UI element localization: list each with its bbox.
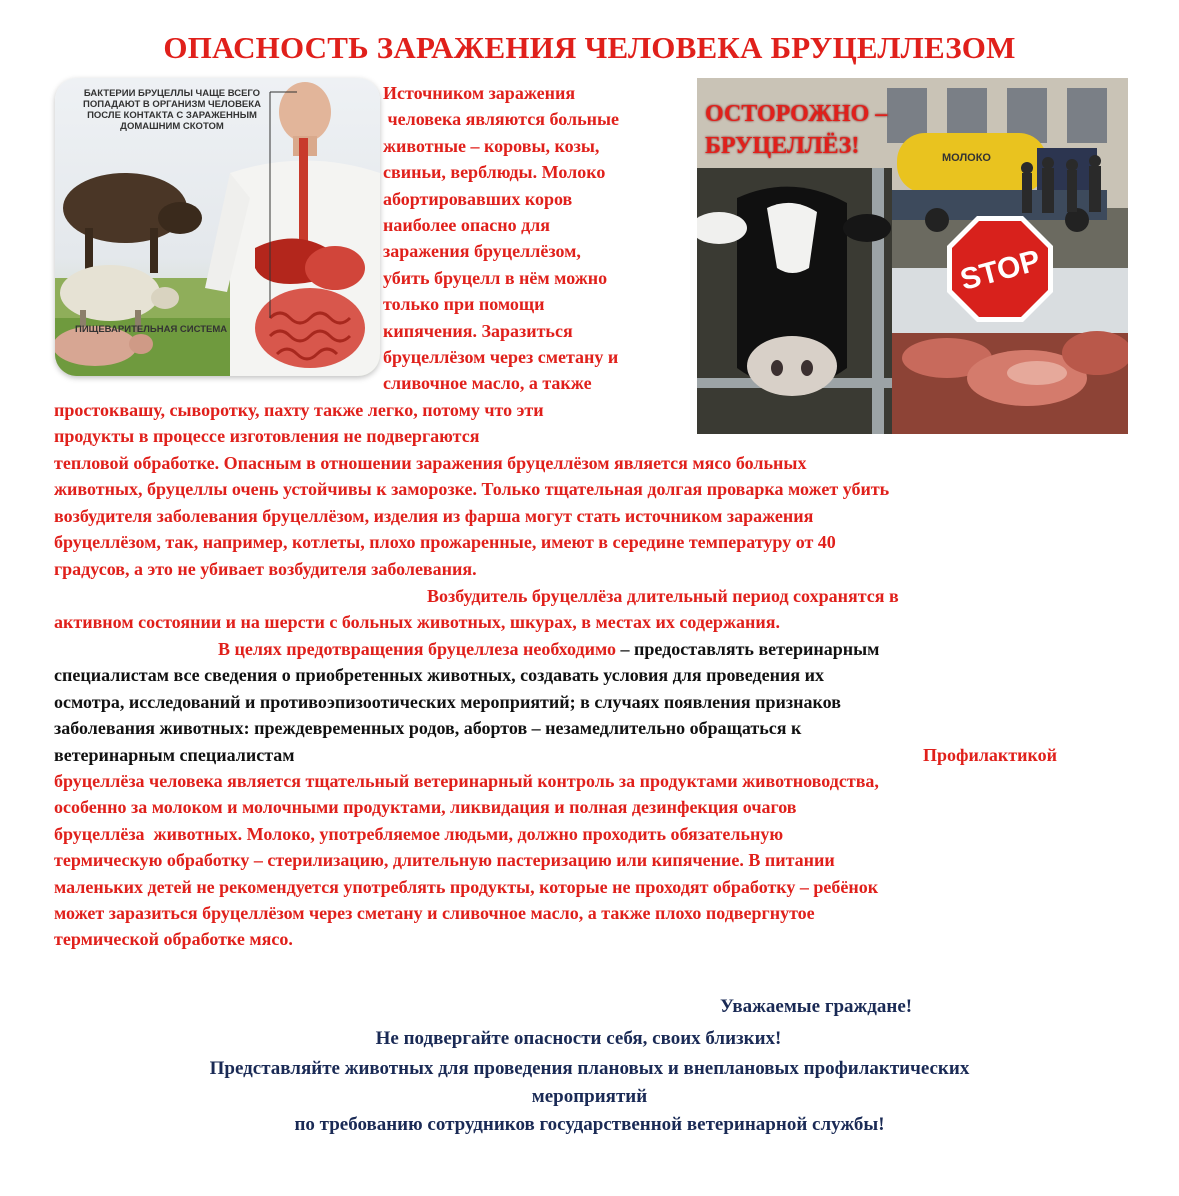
- text-line: заболевания животных: преждевременных родов, абортов – незамедлительно обращаться к: [54, 718, 802, 739]
- text-line: может заразиться бруцеллёзом через сметану и сливочное масло, а также плохо подвергнутое: [54, 903, 815, 924]
- warning-caption: [705, 98, 1005, 162]
- warning-line-1: ОСТОРОЖНО –: [705, 101, 888, 127]
- text-line: простоквашу, сыворотку, пахту также легко, потому что эти: [54, 400, 544, 420]
- anatomy-caption-top: БАКТЕРИИ БРУЦЕЛЛЫ ЧАЩЕ ВСЕГО ПОПАДАЮТ В ОРГАНИЗМ ЧЕЛОВЕКА ПОСЛЕ КОНТАКТА С ЗАРАЖЕННЫМ ДОМАШНИМ СКОТОМ: [83, 88, 261, 132]
- text-line: бруцеллёзом, так, например, котлеты, плохо прожаренные, имеют в середине температуру от 40: [54, 532, 836, 553]
- text-line: животные – коровы, козы,: [383, 135, 600, 156]
- prevention-paragraph: [54, 636, 1134, 768]
- warning-line-2: БРУЦЕЛЛЁЗ!: [705, 133, 860, 159]
- text-line: абортировавших коров: [383, 188, 573, 209]
- text-line: продукты в процессе изготовления не подвергаются: [54, 426, 480, 447]
- text-line: особенно за молоком и молочными продуктами, ликвидация и полная дезинфекция очагов: [54, 797, 797, 818]
- prophylaxis-heading: Профилактикой: [923, 744, 1058, 765]
- tank-label: МОЛОКО: [942, 152, 991, 164]
- text-line: убить бруцелл в нём можно: [383, 267, 608, 288]
- text-line: – предоставлять ветеринарным: [615, 639, 880, 659]
- closing-greeting: Уважаемые граждане!: [720, 996, 913, 1017]
- text-line: бруцеллёза человека является тщательный ветеринарный контроль за продуктами животноводства,: [54, 771, 879, 791]
- closing-line-2: Представляйте животных для проведения плановых и внеплановых профилактических: [209, 1058, 970, 1079]
- page-title: ОПАСНОСТЬ ЗАРАЖЕНИЯ ЧЕЛОВЕКА БРУЦЕЛЛЕЗОМ: [163, 30, 1016, 65]
- text-line: градусов, а это не убивает возбудителя заболевания.: [54, 558, 477, 579]
- text-line: тепловой обработке. Опасным в отношении заражения бруцеллёзом является мясо больных: [54, 453, 807, 473]
- text-line: человека являются больные: [383, 109, 620, 130]
- text-line: бруцеллёза животных. Молоко, употребляемое людьми, должно проходить обязательную: [54, 823, 784, 844]
- text-line: осмотра, исследований и противоэпизоотических мероприятий; в случаях появления признаков: [54, 691, 841, 712]
- text-line: только при помощи: [383, 294, 545, 315]
- stop-sign-icon: [945, 214, 1055, 324]
- intro-continuation: [54, 397, 694, 450]
- pathogen-paragraph: [54, 583, 1134, 636]
- text-line: свиньи, верблюды. Молоко: [383, 162, 606, 183]
- closing-appeal: [0, 1025, 1179, 1139]
- text-line: кипячения. Заразиться: [383, 320, 573, 341]
- prophylaxis-paragraph: [54, 768, 1134, 953]
- text-line: термической обработке мясо.: [54, 929, 293, 950]
- text-line: Источником заражения: [383, 83, 576, 103]
- text-line: бруцеллёзом через сметану и: [383, 347, 619, 368]
- photo-collage: [697, 78, 1128, 434]
- text-line: животных, бруцеллы очень устойчивы к заморозке. Только тщательная долгая проварка может убить: [54, 479, 890, 500]
- closing-line-1: Не подвергайте опасности себя, своих близких!: [375, 1028, 782, 1049]
- prevention-heading: В целях предотвращения бруцеллеза необходимо: [218, 639, 616, 659]
- text-line: ветеринарным специалистам: [54, 744, 295, 765]
- text-line: Возбудитель бруцеллёза длительный период сохранятся в: [427, 586, 899, 606]
- meat-paragraph: [54, 450, 1134, 582]
- text-line: заражения бруцеллёзом,: [383, 241, 581, 262]
- intro-paragraph: [383, 80, 693, 397]
- text-line: сливочное масло, а также: [383, 373, 592, 394]
- stop-sign-label: STOP: [956, 244, 1044, 297]
- text-line: наиболее опасно для: [383, 215, 551, 236]
- anatomy-illustration: [55, 78, 380, 376]
- text-line: активном состоянии и на шерсти с больных животных, шкурах, в местах их содержания.: [54, 612, 780, 633]
- text-line: маленьких детей не рекомендуется употреблять продукты, которые не проходят обработку – ребёнок: [54, 876, 879, 897]
- anatomy-caption-bottom: ПИЩЕВАРИТЕЛЬНАЯ СИСТЕМА: [75, 324, 228, 335]
- closing-line-4: по требованию сотрудников государственной ветеринарной службы!: [294, 1114, 885, 1135]
- closing-line-3: мероприятий: [531, 1086, 648, 1107]
- text-line: термическую обработку – стерилизацию, длительную пастеризацию или кипячение. В питании: [54, 850, 835, 871]
- text-line: возбудителя заболевания бруцеллёзом, изделия из фарша могут стать источником заражения: [54, 505, 814, 526]
- text-line: специалистам все сведения о приобретенных животных, создавать условия для проведения их: [54, 665, 824, 686]
